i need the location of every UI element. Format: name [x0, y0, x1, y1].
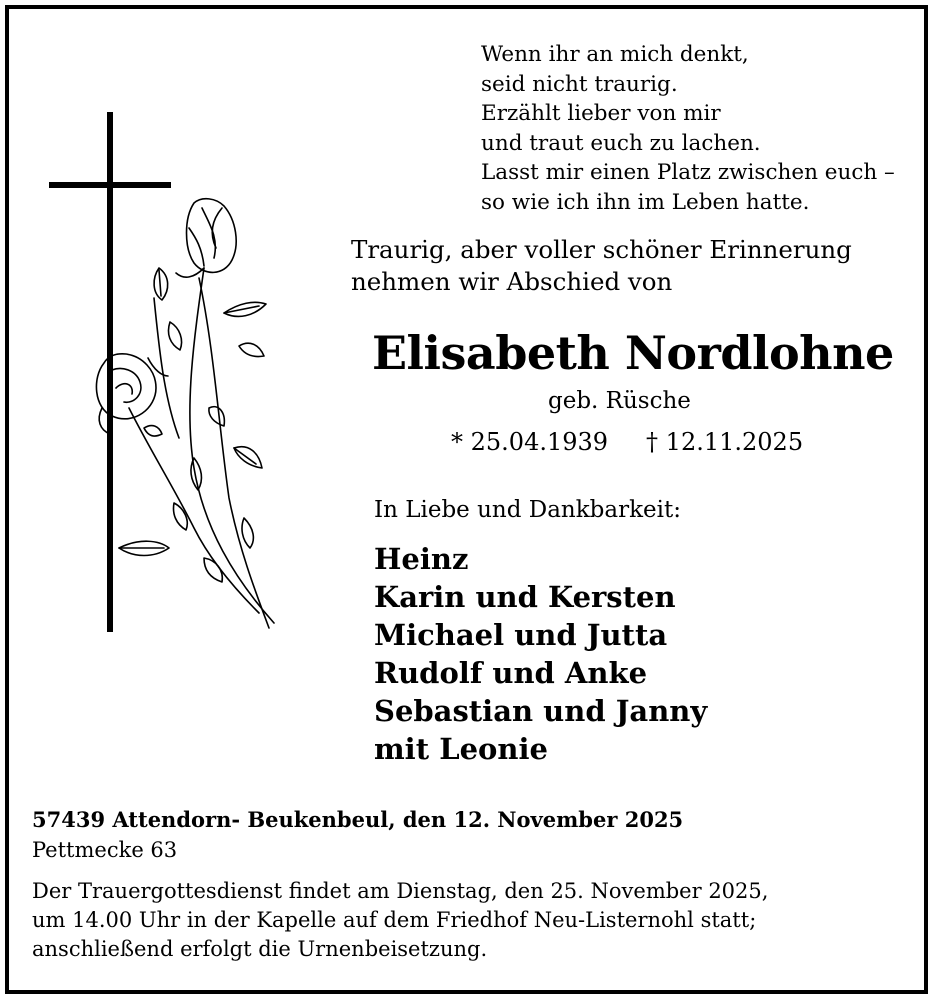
family-member: mit Leonie	[374, 732, 548, 766]
family-member: Michael und Jutta	[374, 618, 668, 652]
death-date: † 12.11.2025	[646, 428, 804, 456]
intro-line: Traurig, aber voller schöner Erinnerung	[351, 235, 852, 264]
birth-date: * 25.04.1939	[451, 428, 609, 456]
thanks-line: In Liebe und Dankbarkeit:	[374, 497, 681, 523]
life-dates	[451, 426, 803, 458]
family-member: Sebastian und Janny	[374, 694, 708, 728]
address-block	[32, 805, 683, 865]
poem-line: Lasst mir einen Platz zwischen euch –	[481, 160, 895, 185]
service-line: anschließend erfolgt die Urnenbeisetzung.	[32, 937, 488, 961]
family-list	[374, 540, 707, 768]
street-address: Pettmecke 63	[32, 838, 178, 862]
service-info	[32, 877, 768, 964]
deceased-name: Elisabeth Nordlohne	[372, 326, 894, 380]
poem-line: seid nicht traurig.	[481, 71, 678, 97]
rose-branch-icon	[96, 199, 274, 628]
intro-line: nehmen wir Abschied von	[351, 267, 673, 296]
cross-and-roses-illustration	[44, 108, 289, 638]
poem-line: Wenn ihr an mich denkt,	[481, 42, 749, 67]
family-member: Rudolf und Anke	[374, 656, 648, 690]
family-member: Heinz	[374, 542, 469, 576]
farewell-intro	[351, 234, 852, 298]
poem	[481, 40, 895, 217]
poem-line: so wie ich ihn im Leben hatte.	[481, 189, 810, 215]
family-member: Karin und Kersten	[374, 580, 676, 614]
poem-line: Erzählt lieber von mir	[481, 101, 721, 126]
maiden-name: geb. Rüsche	[548, 388, 691, 414]
service-line: um 14.00 Uhr in der Kapelle auf dem Friedhof Neu-Listernohl statt;	[32, 908, 757, 932]
place-and-date: 57439 Attendorn- Beukenbeul, den 12. November 2025	[32, 807, 684, 832]
poem-line: und traut euch zu lachen.	[481, 130, 761, 156]
service-line: Der Trauergottesdienst findet am Dienstag, den 25. November 2025,	[32, 879, 769, 903]
